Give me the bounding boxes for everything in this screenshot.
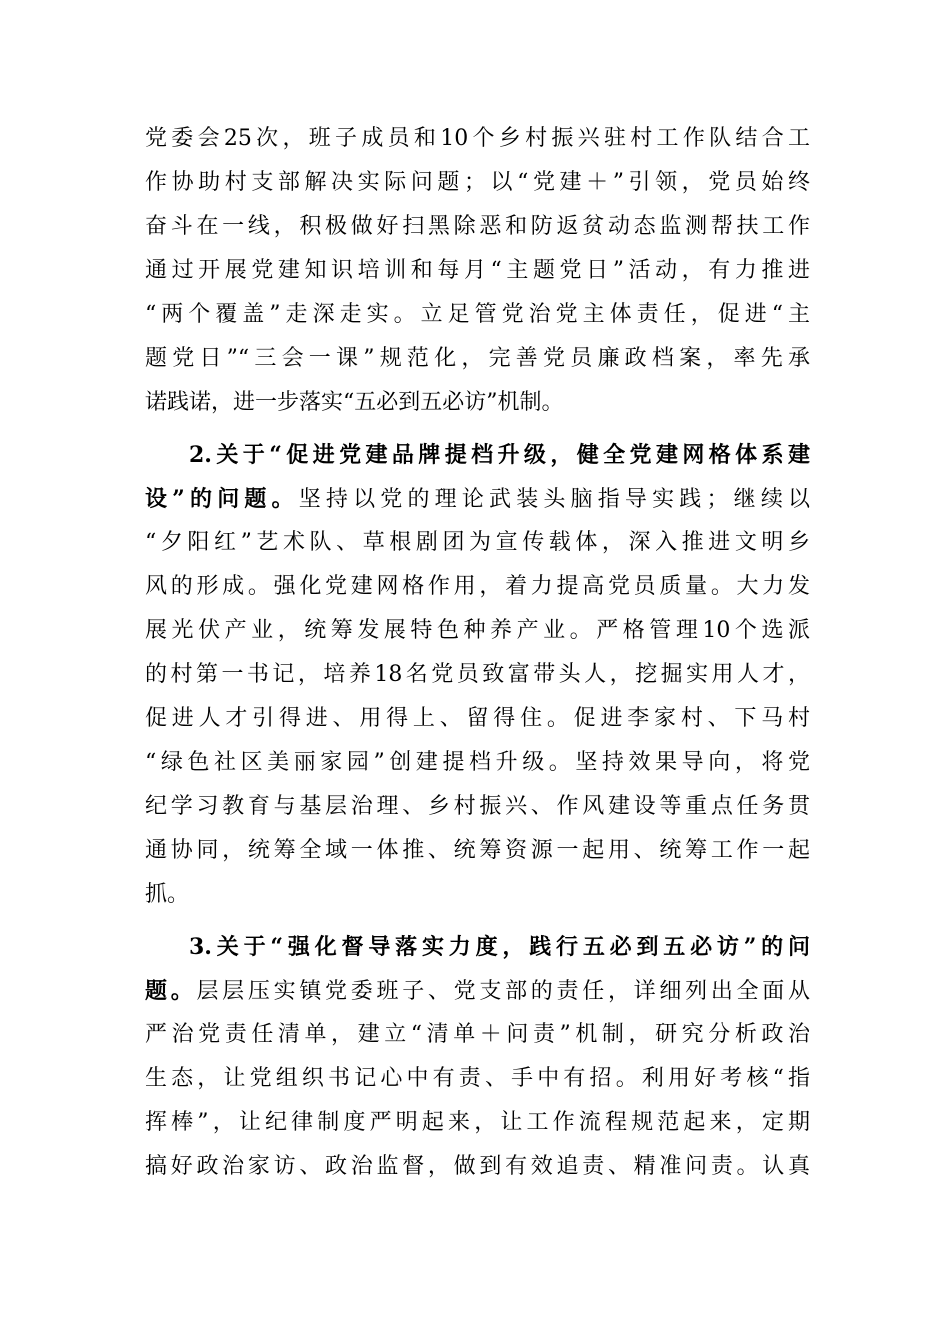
paragraph-line: 设”的问题。坚持以党的理论武装头脑指导实践；继续以 (145, 486, 810, 512)
paragraph-line: 题。层层压实镇党委班子、党支部的责任，详细列出全面从 (145, 978, 810, 1004)
paragraph-line: 奋斗在一线，积极做好扫黑除恶和防返贫动态监测帮扶工作 (145, 214, 810, 239)
section-heading-end: 题。 (145, 978, 197, 1004)
paragraph-line: 搞好政治家访、政治监督，做到有效追责、精准问责。认真 (145, 1154, 810, 1179)
paragraph-3 (145, 925, 810, 1189)
paragraph-line: 的村第一书记，培养18名党员致富带头人，挖掘实用人才， (145, 662, 810, 687)
paragraph-line: 通过开展党建知识培训和每月“主题党日”活动，有力推进 (145, 258, 810, 283)
paragraph-line: 挥棒”，让纪律制度严明起来，让工作流程规范起来，定期 (145, 1110, 810, 1135)
paragraph-2 (145, 433, 810, 917)
section-heading-line (145, 925, 810, 969)
paragraph-line: 作协助村支部解决实际问题；以“党建＋”引领，党员始终 (145, 170, 810, 195)
paragraph-line: 展光伏产业，统筹发展特色种养产业。严格管理10个选派 (145, 618, 810, 643)
paragraph-line: “夕阳红”艺术队、草根剧团为宣传载体，深入推进文明乡 (145, 530, 810, 555)
paragraph-line: 促进人才引得进、用得上、留得住。促进李家村、下马村 (145, 706, 810, 731)
paragraph-line: 通协同，统筹全域一体推、统筹资源一起用、统筹工作一起 (145, 838, 810, 863)
document-body (145, 117, 810, 1189)
section-heading-line (145, 433, 810, 477)
paragraph-line: 严治党责任清单，建立“清单＋问责”机制，研究分析政治 (145, 1022, 810, 1047)
section-heading: 3.关于“强化督导落实力度，践行五必到五必访”的问 (189, 934, 810, 960)
section-heading-end: 设”的问题。 (145, 486, 299, 512)
paragraph-line: 纪学习教育与基层治理、乡村振兴、作风建设等重点任务贯 (145, 794, 810, 819)
paragraph-line: 诺践诺，进一步落实“五必到五必访”机制。 (145, 390, 564, 415)
paragraph-line: 生态，让党组织书记心中有责、手中有招。利用好考核“指 (145, 1066, 810, 1091)
section-heading: 2.关于“促进党建品牌提档升级，健全党建网格体系建 (189, 442, 810, 468)
paragraph-1 (145, 117, 810, 425)
paragraph-line: 党委会25次，班子成员和10个乡村振兴驻村工作队结合工 (145, 126, 810, 151)
paragraph-line: “绿色社区美丽家园”创建提档升级。坚持效果导向，将党 (145, 750, 810, 775)
paragraph-line: 风的形成。强化党建网格作用，着力提高党员质量。大力发 (145, 574, 810, 599)
paragraph-line: 题党日”“三会一课”规范化，完善党员廉政档案，率先承 (145, 346, 810, 371)
paragraph-line: “两个覆盖”走深走实。立足管党治党主体责任，促进“主 (145, 302, 810, 327)
paragraph-line: 抓。 (145, 882, 190, 907)
